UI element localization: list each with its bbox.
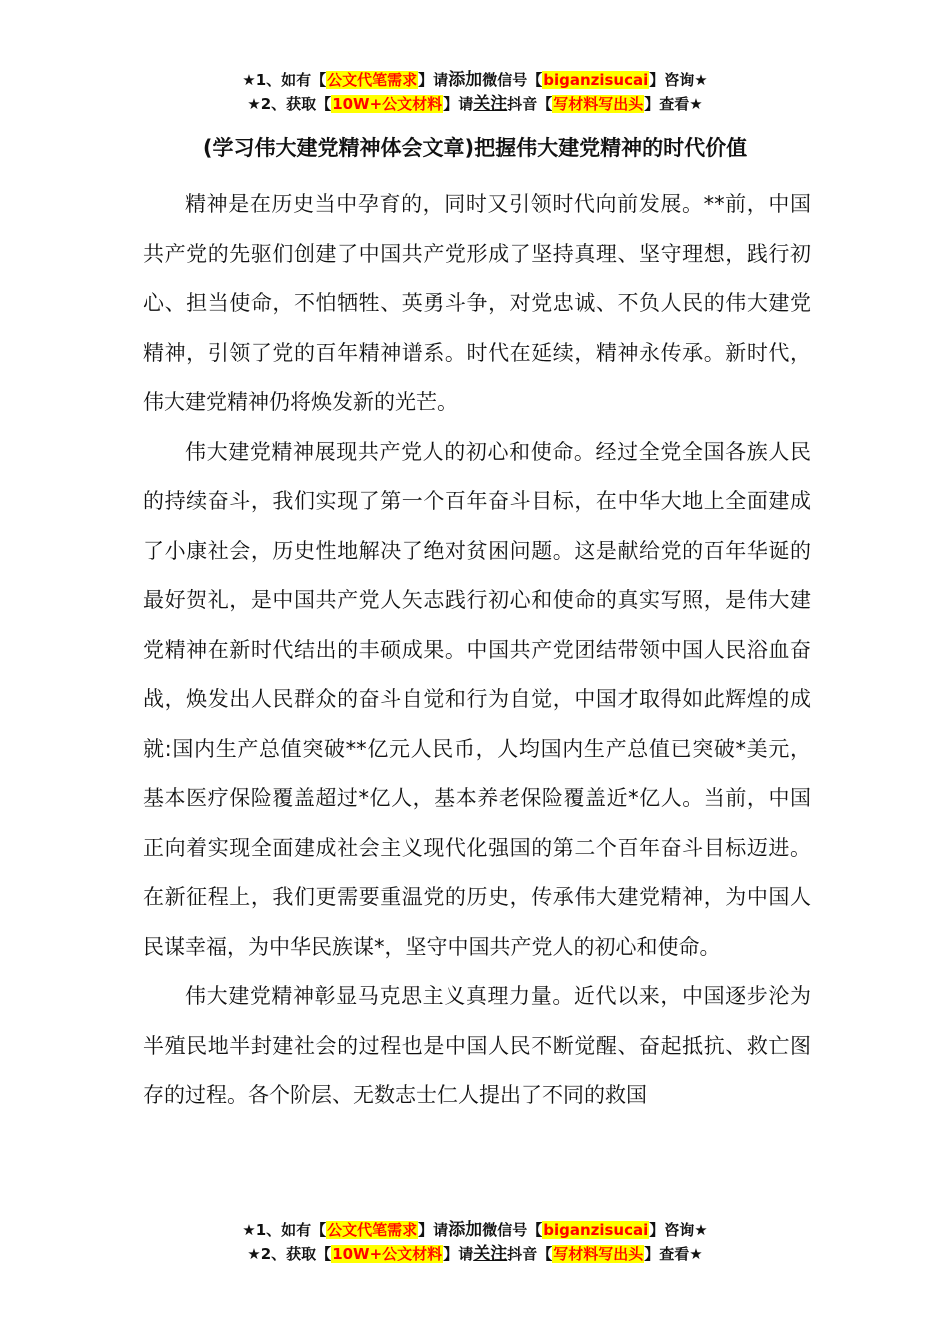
footer-banner-line-2: [0, 1242, 950, 1266]
paragraph-2: 伟大建党精神展现共产党人的初心和使命。经过全党全国各族人民的持续奋斗，我们实现了第一个百年奋斗目标，在中华大地上全面建成了小康社会，历史性地解决了绝对贫困问题。这是献给党的百年华诞的最好贺礼，是中国共产党人矢志践行初心和使命的真实写照，是伟大建党精神在新时代结出的丰硕成果。中国共产党团结带领中国人民浴血奋战，焕发出人民群众的奋斗自觉和行为自觉，中国才取得如此辉煌的成就:国内生产总值突破**亿元人民币，人均国内生产总值已突破*美元，基本医疗保险覆盖超过*亿人，基本养老保险覆盖近*亿人。当前，中国正向着实现全面建成社会主义现代化强国的第二个百年奋斗目标迈进。在新征程上，我们更需要重温党的历史，传承伟大建党精神，为中国人民谋幸福，为中华民族谋*，坚守中国共产党人的初心和使命。: [143, 439, 811, 959]
header-line1-mid: 】请: [418, 71, 449, 89]
header-banner-line-1: [0, 68, 950, 92]
header-line1-prefix: ★1、如有【: [242, 71, 327, 89]
footer-line1-prefix: ★1、如有【: [242, 1221, 327, 1239]
footer-line2-mid2: 抖音【: [507, 1245, 553, 1263]
header-line1-bold-word: 添加: [448, 70, 483, 90]
footer-line2-bold-word: 关注: [473, 1244, 508, 1264]
footer-line2-highlight-douyin: 写材料写出头: [553, 1245, 644, 1263]
header-line2-mid: 】请: [443, 95, 474, 113]
footer-line1-bold-word: 添加: [448, 1220, 483, 1240]
footer-banner: [0, 1218, 950, 1266]
footer-banner-line-1: [0, 1218, 950, 1242]
footer-line1-mid2: 微信号【: [482, 1221, 543, 1239]
footer-line2-highlight-materials: 10W+公文材料: [332, 1245, 443, 1263]
footer-line1-highlight-wechat: biganzisucai: [543, 1221, 649, 1239]
footer-line2-mid: 】请: [443, 1245, 474, 1263]
header-line1-highlight-wechat: biganzisucai: [543, 71, 649, 89]
header-line2-mid2: 抖音【: [507, 95, 553, 113]
header-line2-highlight-douyin: 写材料写出头: [553, 95, 644, 113]
header-banner-line-2: [0, 92, 950, 116]
header-line1-mid2: 微信号【: [482, 71, 543, 89]
header-line1-highlight-service: 公文代笔需求: [327, 71, 418, 89]
header-line2-prefix: ★2、获取【: [247, 95, 332, 113]
document-title: (学习伟大建党精神体会文章)把握伟大建党精神的时代价值: [202, 136, 748, 160]
footer-line2-suffix: 】查看★: [644, 1245, 703, 1263]
footer-line1-highlight-service: 公文代笔需求: [327, 1221, 418, 1239]
paragraph-1: 精神是在历史当中孕育的，同时又引领时代向前发展。**前，中国共产党的先驱们创建了中国共产党形成了坚持真理、坚守理想，践行初心、担当使命，不怕牺牲、英勇斗争，对党忠诚、不负人民的伟大建党精神，引领了党的百年精神谱系。时代在延续，精神永传承。新时代，伟大建党精神仍将焕发新的光芒。: [143, 192, 811, 414]
paragraph-3: 伟大建党精神彰显马克思主义真理力量。近代以来，中国逐步沦为半殖民地半封建社会的过程也是中国人民不断觉醒、奋起抵抗、救亡图存的过程。各个阶层、无数志士仁人提出了不同的救国: [143, 984, 811, 1107]
footer-line2-prefix: ★2、获取【: [247, 1245, 332, 1263]
header-line2-suffix: 】查看★: [644, 95, 703, 113]
footer-line1-suffix: 】咨询★: [649, 1221, 708, 1239]
header-line1-suffix: 】咨询★: [649, 71, 708, 89]
footer-line1-mid: 】请: [418, 1221, 449, 1239]
header-banner: [0, 68, 950, 116]
document-body: [143, 180, 811, 1121]
header-line2-highlight-materials: 10W+公文材料: [332, 95, 443, 113]
header-line2-bold-word: 关注: [473, 94, 508, 114]
